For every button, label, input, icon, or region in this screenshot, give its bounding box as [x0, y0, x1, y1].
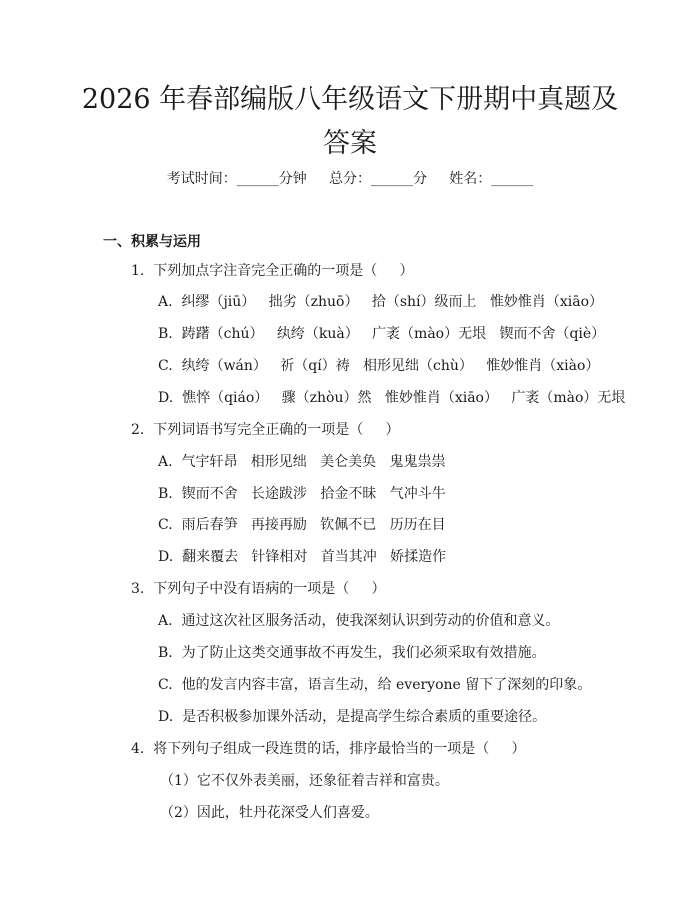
- question-1-option-c: C. 纨绔（wán） 祈（qí）祷 相形见绌（chù） 惟妙惟肖（xiào）: [158, 358, 600, 374]
- exam-title: [0, 78, 700, 166]
- section-title: 一、积累与运用: [103, 234, 201, 250]
- question-3-option-a: A. 通过这次社区服务活动，使我深刻认识到劳动的价值和意义。: [158, 613, 560, 629]
- question-4-stem: 4. 将下列句子组成一段连贯的话，排序最恰当的一项是（ ）: [131, 741, 526, 757]
- exam-title-line-1: 2026 年春部编版八年级语文下册期中真题及: [81, 84, 619, 115]
- question-1-option-d: D. 憔悴（qiáo） 骤（zhòu）然 惟妙惟肖（xiāo） 广袤（mào）无垠: [158, 390, 626, 406]
- exam-meta-info: 考试时间：______分钟 总分：______分 姓名：______: [166, 171, 534, 187]
- question-2-option-c: C. 雨后春笋 再接再励 钦佩不已 历历在目: [158, 517, 446, 533]
- question-3-option-d: D. 是否积极参加课外活动，是提高学生综合素质的重要途径。: [158, 709, 547, 725]
- question-4-sentence-2: （2）因此，牡丹花深受人们喜爱。: [160, 805, 379, 821]
- question-1-option-b: B. 踌躇（chú） 纨绔（kuà） 广袤（mào）无垠 锲而不舍（qiè）: [158, 326, 606, 342]
- question-4-sentence-1: （1）它不仅外表美丽，还象征着吉祥和富贵。: [160, 773, 449, 789]
- question-2-option-d: D. 翻来覆去 针锋相对 首当其冲 娇揉造作: [158, 549, 447, 565]
- question-2-stem: 2. 下列词语书写完全正确的一项是（ ）: [131, 422, 400, 438]
- question-3-option-b: B. 为了防止这类交通事故不再发生，我们必须采取有效措施。: [158, 645, 546, 661]
- question-3-option-c: C. 他的发言内容丰富，语言生动，给 everyone 留下了深刻的印象。: [158, 677, 592, 693]
- question-1-stem: 1. 下列加点字注音完全正确的一项是（ ）: [131, 263, 414, 279]
- question-2-option-a: A. 气宇轩昂 相形见绌 美仑美奂 鬼鬼祟祟: [158, 454, 446, 470]
- question-3-stem: 3. 下列句子中没有语病的一项是（ ）: [131, 581, 386, 597]
- question-1-option-a: A. 纠缪（jiū） 拙劣（zhuō） 拾（shí）级而上 惟妙惟肖（xiāo）: [158, 294, 604, 310]
- exam-title-line-2: 答案: [323, 128, 377, 159]
- question-2-option-b: B. 锲而不舍 长途跋涉 拾金不昧 气冲斗牛: [158, 486, 446, 502]
